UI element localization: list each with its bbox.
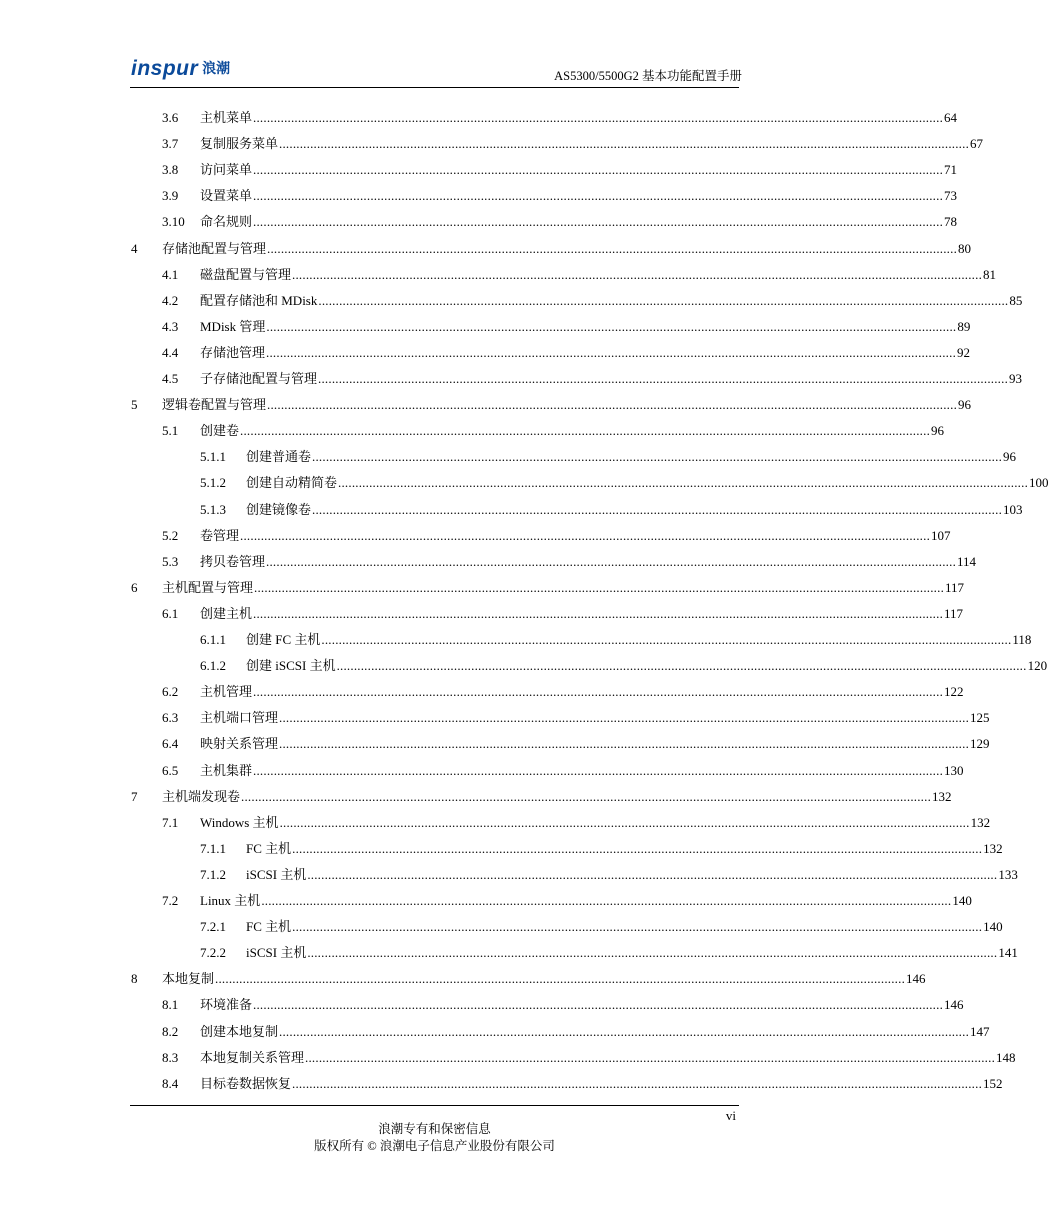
toc-entry-page: 96 [931, 423, 945, 439]
toc-entry-number: 6.1.1 [200, 632, 226, 647]
toc-dot-leader: ........................................................................................................................................................................................................ [254, 579, 945, 595]
toc-entry-page: 117 [945, 579, 965, 595]
toc-entry-title: 目标卷数据恢复 [200, 1075, 292, 1091]
toc-entry-title: 创建卷 [200, 423, 240, 439]
logo-wordmark: inspur [131, 57, 199, 80]
toc-entry-title: 创建普通卷 [246, 449, 312, 465]
toc-entry[interactable] [0, 157, 958, 183]
toc-dot-leader: ........................................................................................................................................................................................................ [307, 945, 998, 961]
toc-entry-number: 3.8 [162, 162, 179, 178]
toc-entry-title: 配置存储池和 MDisk [200, 292, 318, 308]
toc-entry[interactable] [0, 105, 958, 131]
toc-entry-page: 152 [983, 1075, 1003, 1091]
toc-entry[interactable] [0, 366, 1023, 392]
toc-entry-title: Windows 主机 [200, 814, 279, 830]
toc-entry-page: 85 [1009, 292, 1023, 308]
toc-entry-title: 复制服务菜单 [200, 136, 279, 152]
toc-entry-number: 4.3 [162, 318, 179, 334]
toc-entry[interactable] [0, 940, 1018, 966]
toc-entry-title: 访问菜单 [200, 162, 253, 178]
toc-entry-page: 80 [958, 240, 972, 256]
toc-entry-page: 140 [983, 919, 1003, 935]
confidentiality-notice: 浪潮专有和保密信息 [378, 1122, 491, 1136]
toc-dot-leader: ........................................................................................................................................................................................................ [253, 762, 944, 778]
toc-entry-number: 5.2 [162, 527, 179, 543]
toc-entry-number: 7.1.2 [200, 866, 226, 882]
toc-entry[interactable] [0, 497, 1023, 523]
toc-entry-number: 8.1 [162, 997, 179, 1013]
toc-entry-title: 存储池配置与管理 [162, 240, 267, 256]
toc-entry-page: 96 [958, 397, 972, 413]
toc-dot-leader: ........................................................................................................................................................................................................ [240, 423, 931, 439]
toc-dot-leader: ........................................................................................................................................................................................................ [253, 214, 944, 230]
toc-entry[interactable] [0, 601, 964, 627]
toc-entry[interactable] [0, 183, 958, 209]
toc-entry-page: 118 [1012, 632, 1032, 647]
toc-entry[interactable] [0, 627, 1032, 653]
document-title: AS5300/5500G2 基本功能配置手册 [554, 69, 742, 83]
toc-entry[interactable] [0, 314, 971, 340]
toc-dot-leader: ........................................................................................................................................................................................................ [305, 1049, 996, 1065]
toc-dot-leader: ........................................................................................................................................................................................................ [292, 1075, 983, 1091]
toc-entry-number: 6.4 [162, 736, 179, 752]
toc-entry-title: 创建 FC 主机 [246, 632, 321, 647]
toc-entry[interactable] [0, 653, 1048, 679]
toc-entry-title: 命名规则 [200, 214, 253, 230]
toc-dot-leader: ........................................................................................................................................................................................................ [336, 658, 1027, 674]
toc-entry-page: 100 [1029, 475, 1049, 491]
toc-entry[interactable] [0, 1071, 1003, 1097]
toc-entry-title: 主机菜单 [200, 110, 253, 125]
toc-dot-leader: ........................................................................................................................................................................................................ [266, 553, 957, 569]
toc-entry[interactable] [0, 392, 972, 418]
toc-entry[interactable] [0, 262, 997, 288]
toc-entry[interactable] [0, 549, 977, 575]
toc-dot-leader: ........................................................................................................................................................................................................ [292, 919, 983, 935]
toc-dot-leader: ........................................................................................................................................................................................................ [279, 814, 970, 830]
toc-entry-number: 6.1 [162, 605, 179, 621]
toc-entry-page: 147 [970, 1023, 990, 1039]
toc-entry-page: 132 [932, 788, 952, 804]
toc-entry-page: 114 [957, 553, 977, 569]
toc-entry-number: 8.3 [162, 1049, 179, 1065]
toc-entry-number: 7.2.2 [200, 945, 226, 961]
toc-entry[interactable] [0, 288, 1023, 314]
toc-entry-title: 创建镜像卷 [246, 501, 312, 517]
toc-entry-title: 子存储池配置与管理 [200, 371, 318, 386]
toc-entry-number: 7 [131, 788, 138, 804]
toc-entry-title: FC 主机 [246, 840, 292, 856]
toc-entry-title: FC 主机 [246, 919, 292, 935]
toc-entry-number: 4.1 [162, 266, 179, 282]
toc-entry-page: 140 [952, 893, 972, 908]
toc-entry-title: 主机集群 [200, 762, 253, 778]
toc-entry-title: MDisk 管理 [200, 318, 266, 334]
toc-entry-page: 120 [1027, 658, 1048, 674]
toc-entry-title: 映射关系管理 [200, 736, 279, 752]
toc-entry-title: iSCSI 主机 [246, 945, 307, 961]
toc-entry[interactable] [0, 679, 964, 705]
toc-entry-page: 132 [970, 814, 991, 830]
toc-entry[interactable] [0, 418, 945, 444]
toc-entry-number: 4.5 [162, 371, 179, 386]
toc-entry-title: 逻辑卷配置与管理 [162, 397, 267, 413]
toc-dot-leader: ........................................................................................................................................................................................................ [253, 188, 944, 204]
toc-entry-number: 6 [131, 579, 138, 595]
copyright-notice: 版权所有 © 浪潮电子信息产业股份有限公司 [314, 1139, 555, 1153]
toc-entry-page: 92 [957, 344, 971, 360]
toc-dot-leader: ........................................................................................................................................................................................................ [253, 605, 944, 621]
toc-entry-title: 主机端发现卷 [162, 788, 241, 804]
toc-entry-page: 64 [944, 110, 958, 125]
toc-entry-number: 3.7 [162, 136, 179, 152]
toc-entry[interactable] [0, 236, 972, 262]
toc-entry-page: 89 [957, 318, 971, 334]
toc-dot-leader: ........................................................................................................................................................................................................ [338, 475, 1029, 491]
toc-entry[interactable] [0, 914, 1003, 940]
toc-entry[interactable] [0, 444, 1017, 470]
toc-dot-leader: ........................................................................................................................................................................................................ [253, 162, 944, 178]
toc-dot-leader: ........................................................................................................................................................................................................ [267, 397, 958, 413]
toc-dot-leader: ........................................................................................................................................................................................................ [266, 318, 957, 334]
toc-dot-leader: ........................................................................................................................................................................................................ [279, 136, 970, 152]
toc-entry-title: Linux 主机 [200, 893, 261, 908]
toc-entry-number: 6.5 [162, 762, 179, 778]
toc-entry-title: 主机管理 [200, 684, 253, 700]
toc-entry-title: 创建 iSCSI 主机 [246, 658, 336, 674]
toc-entry-number: 8.2 [162, 1023, 179, 1039]
toc-entry-page: 148 [996, 1049, 1016, 1065]
toc-entry[interactable] [0, 340, 971, 366]
toc-entry-title: 创建主机 [200, 605, 253, 621]
toc-entry-title: 创建自动精简卷 [246, 475, 338, 491]
toc-entry-page: 96 [1003, 449, 1017, 465]
page-number: vi [725, 1108, 736, 1123]
toc-dot-leader: ........................................................................................................................................................................................................ [215, 971, 906, 987]
toc-entry[interactable] [0, 575, 965, 601]
toc-dot-leader: ........................................................................................................................................................................................................ [318, 292, 1009, 308]
toc-entry[interactable] [0, 810, 991, 836]
toc-entry-page: 117 [944, 605, 964, 621]
toc-entry[interactable] [0, 784, 952, 810]
toc-entry-number: 8 [131, 971, 138, 987]
toc-entry-number: 8.4 [162, 1075, 179, 1091]
toc-dot-leader: ........................................................................................................................................................................................................ [279, 736, 970, 752]
header-divider [130, 87, 739, 88]
toc-entry-number: 3.10 [162, 214, 185, 230]
toc-dot-leader: ........................................................................................................................................................................................................ [312, 501, 1003, 517]
toc-dot-leader: ........................................................................................................................................................................................................ [279, 710, 970, 726]
footer-divider [130, 1105, 739, 1106]
toc-entry[interactable] [0, 731, 990, 757]
toc-dot-leader: ........................................................................................................................................................................................................ [266, 344, 957, 360]
toc-entry[interactable] [0, 966, 926, 992]
toc-entry[interactable] [0, 1019, 990, 1045]
inspur-logo [131, 58, 230, 80]
toc-entry-title: 拷贝卷管理 [200, 553, 266, 569]
toc-entry-number: 5.1 [162, 423, 179, 439]
toc-entry-page: 141 [998, 945, 1018, 961]
toc-entry-page: 67 [970, 136, 984, 152]
toc-entry-page: 122 [944, 684, 964, 700]
toc-entry[interactable] [0, 862, 1018, 888]
toc-entry-page: 146 [906, 971, 926, 987]
toc-dot-leader: ........................................................................................................................................................................................................ [261, 893, 952, 908]
toc-entry-number: 6.2 [162, 684, 179, 700]
toc-entry-number: 5 [131, 397, 138, 413]
toc-entry-title: 存储池管理 [200, 344, 266, 360]
toc-entry-number: 5.1.2 [200, 475, 226, 491]
toc-entry-number: 6.3 [162, 710, 179, 726]
toc-dot-leader: ........................................................................................................................................................................................................ [307, 866, 998, 882]
toc-dot-leader: ........................................................................................................................................................................................................ [240, 527, 931, 543]
toc-entry-page: 81 [983, 266, 997, 282]
toc-entry[interactable] [0, 209, 958, 235]
toc-entry-page: 107 [931, 527, 951, 543]
toc-entry-page: 130 [944, 762, 964, 778]
toc-dot-leader: ........................................................................................................................................................................................................ [292, 266, 983, 282]
toc-entry[interactable] [0, 888, 972, 914]
toc-entry-number: 6.1.2 [200, 658, 226, 674]
toc-entry-number: 5.1.3 [200, 501, 226, 517]
toc-entry-page: 103 [1003, 501, 1023, 517]
toc-entry-number: 7.2.1 [200, 919, 226, 935]
toc-entry-number: 4 [131, 240, 138, 256]
logo-chinese-text: 浪潮 [202, 61, 231, 77]
toc-entry-page: 71 [944, 162, 958, 178]
toc-entry-page: 132 [983, 840, 1003, 856]
toc-entry-title: 本地复制 [162, 971, 215, 987]
toc-entry-number: 3.9 [162, 188, 179, 204]
toc-entry[interactable] [0, 836, 1003, 862]
toc-entry-page: 129 [970, 736, 990, 752]
toc-entry-page: 93 [1009, 371, 1023, 386]
toc-entry-number: 5.1.1 [200, 449, 226, 465]
toc-entry-title: 环境准备 [200, 997, 253, 1013]
toc-entry-number: 4.2 [162, 292, 179, 308]
toc-dot-leader: ........................................................................................................................................................................................................ [279, 1023, 970, 1039]
toc-entry-number: 5.3 [162, 553, 179, 569]
toc-entry-page: 78 [944, 214, 958, 230]
toc-dot-leader: ........................................................................................................................................................................................................ [253, 684, 944, 700]
toc-dot-leader: ........................................................................................................................................................................................................ [241, 788, 932, 804]
toc-entry-title: 本地复制关系管理 [200, 1049, 305, 1065]
toc-entry[interactable] [0, 1045, 1016, 1071]
toc-entry-page: 125 [970, 710, 990, 726]
toc-entry-title: 卷管理 [200, 527, 240, 543]
toc-entry-title: 创建本地复制 [200, 1023, 279, 1039]
toc-dot-leader: ........................................................................................................................................................................................................ [318, 371, 1009, 386]
toc-entry[interactable] [0, 705, 990, 731]
toc-entry[interactable] [0, 523, 951, 549]
toc-dot-leader: ........................................................................................................................................................................................................ [321, 632, 1012, 647]
toc-entry-title: 设置菜单 [200, 188, 253, 204]
toc-entry-number: 7.1.1 [200, 840, 226, 856]
toc-entry-number: 7.2 [162, 893, 179, 908]
toc-dot-leader: ........................................................................................................................................................................................................ [312, 449, 1003, 465]
toc-entry-page: 73 [944, 188, 958, 204]
toc-entry[interactable] [0, 992, 964, 1018]
toc-dot-leader: ........................................................................................................................................................................................................ [267, 240, 958, 256]
toc-entry-title: 主机端口管理 [200, 710, 279, 726]
toc-entry-title: 磁盘配置与管理 [200, 266, 292, 282]
toc-entry-page: 146 [944, 997, 964, 1013]
toc-dot-leader: ........................................................................................................................................................................................................ [253, 110, 944, 125]
toc-entry-number: 4.4 [162, 344, 179, 360]
toc-entry-number: 3.6 [162, 110, 179, 125]
toc-dot-leader: ........................................................................................................................................................................................................ [253, 997, 944, 1013]
toc-entry-title: 主机配置与管理 [162, 579, 254, 595]
toc-entry-number: 7.1 [162, 814, 179, 830]
toc-dot-leader: ........................................................................................................................................................................................................ [292, 840, 983, 856]
toc-entry[interactable] [0, 131, 984, 157]
toc-entry-page: 133 [998, 866, 1018, 882]
toc-entry-title: iSCSI 主机 [246, 866, 307, 882]
toc-entry[interactable] [0, 470, 1049, 496]
toc-entry[interactable] [0, 758, 964, 784]
